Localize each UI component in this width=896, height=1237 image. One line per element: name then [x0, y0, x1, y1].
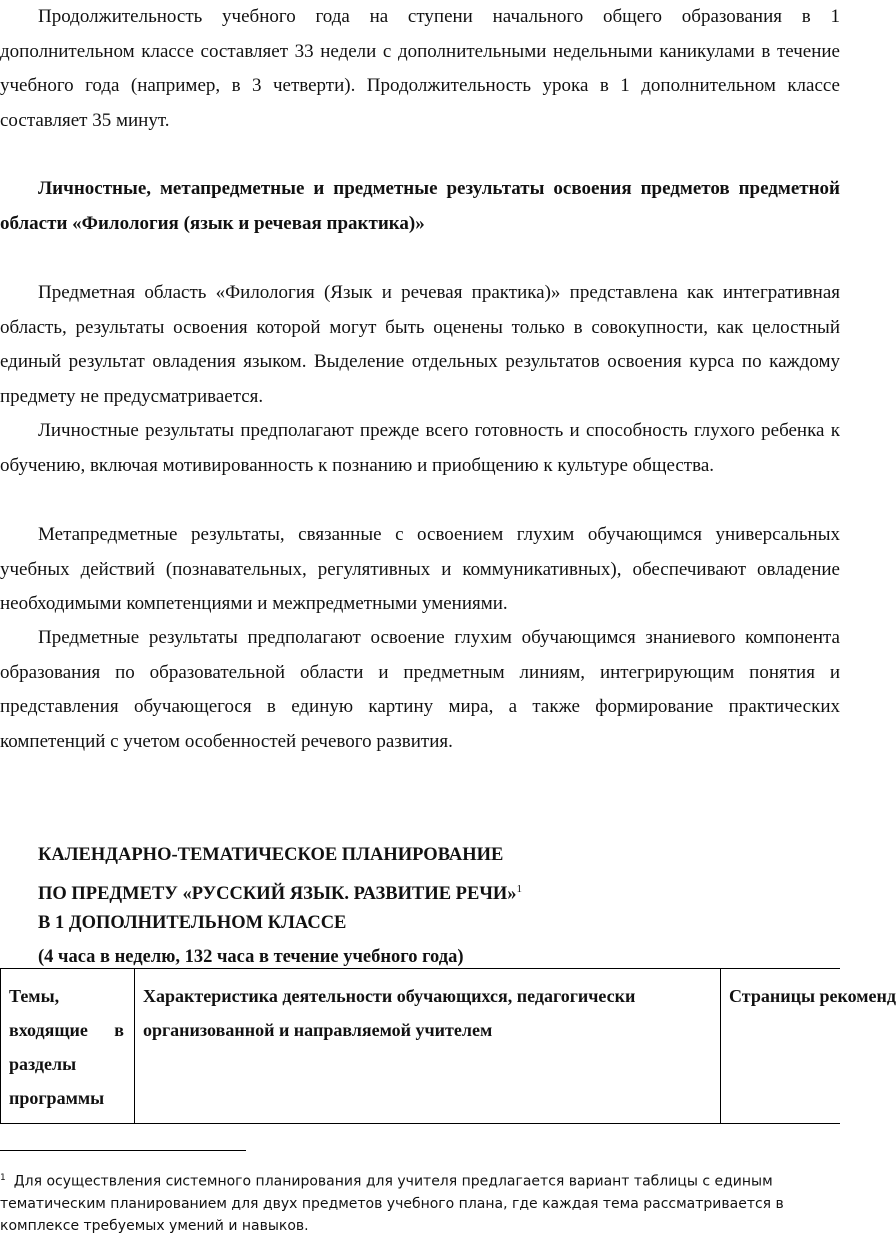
calendar-title-line1: КАЛЕНДАРНО-ТЕМАТИЧЕСКОЕ ПЛАНИРОВАНИЕ [38, 845, 504, 865]
calendar-title-line2-text: ПО ПРЕДМЕТУ «РУССКИЙ ЯЗЫК. РАЗВИТИЕ РЕЧИ» [38, 884, 517, 905]
footnote-separator [0, 1150, 246, 1151]
calendar-title-line3: В 1 ДОПОЛНИТЕЛЬНОМ КЛАССЕ [38, 913, 347, 933]
footnote-mark: 1 [0, 1173, 6, 1183]
calendar-subtitle-hours: (4 часа в неделю, 132 часа в течение учебного года) [38, 947, 464, 967]
footnote-reference[interactable]: 1 [516, 883, 523, 895]
table-header-activity-text: Характеристика деятельности обучающихся, педагогически организованной и направляемой учителем [143, 986, 636, 1040]
paragraph-personal-results: Личностные результаты предполагают прежде всего готовность и способность глухого ребенка к обучению, включая мотивированность к познанию и приобщению к культуре общества. [0, 420, 840, 476]
planning-table [0, 968, 896, 1124]
intro-paragraph: Продолжительность учебного года на ступени начального общего образования в 1 дополнительном классе составляет 33 недели с дополнительными недельными каникулами в течение учебного года (например, в 3 четверти). Продолжительность урока в 1 дополнительном классе составляет 35 минут. [0, 6, 840, 131]
footnote [0, 1167, 790, 1237]
paragraph-subject-area: Предметная область «Филология (Язык и речевая практика)» представлена как интегративная область, результаты освоения которой могут быть оценены только в совокупности, как целостный единый результат овладения языком. Выделение отдельных результатов освоения курса по каждому предмету не предусматривается. [0, 282, 840, 407]
table-header-pages-text: Страницы рекоменд [729, 986, 896, 1006]
footnote-text: Для осуществления системного планирования для учителя предлагается вариант таблицы с единым тематическим планированием для двух предметов учебного плана, где каждая тема рассматривается в комплексе требуемых умений и навыков. [0, 1173, 784, 1234]
table-header-topics [1, 969, 135, 1123]
paragraph-subject-results: Предметные результаты предполагают освоение глухим обучающимся знаниевого компонента образования по образовательной области и предметным линиям, интегрирующим понятия и представления обучающегося в единую картину мира, а также формирование практических компетенций с учетом особенностей речевого развития. [0, 627, 840, 752]
table-header-activity [135, 969, 721, 1123]
table-header-topics-text: Темы, входящие в разделы программы [9, 986, 124, 1108]
table-header-pages [721, 969, 896, 1123]
paragraph-metasubject-results: Метапредметные результаты, связанные с освоением глухим обучающимся универсальных учебных действий (познавательных, регулятивных и коммуникативных), обеспечивают овладение необходимыми компетенциями и межпредметными умениями. [0, 524, 840, 614]
results-heading: Личностные, метапредметные и предметные результаты освоения предметов предметной области «Филология (язык и речевая практика)» [0, 178, 840, 234]
